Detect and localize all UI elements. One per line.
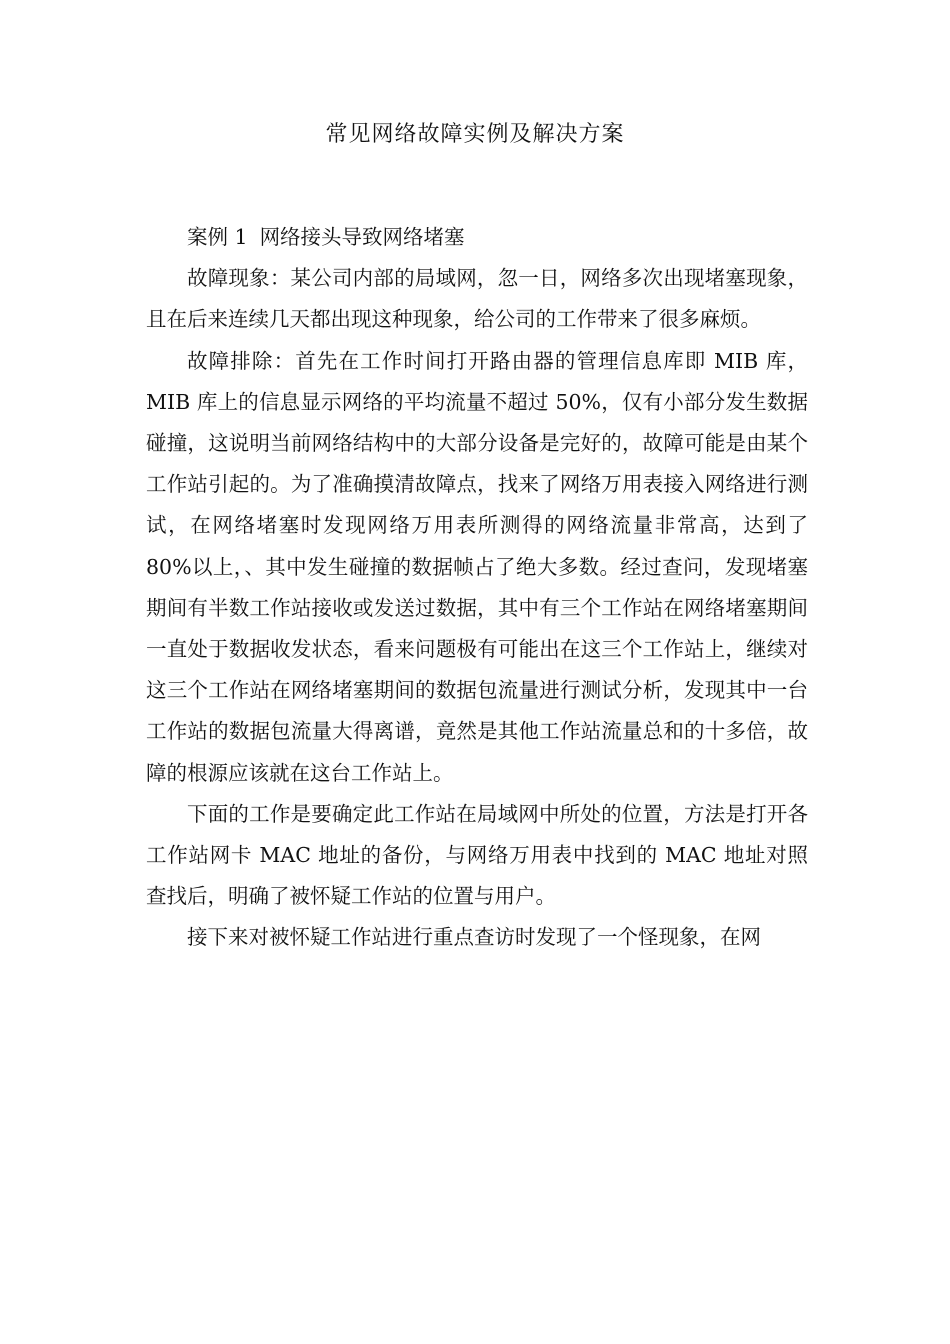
document-title: 常见网络故障实例及解决方案	[325, 122, 625, 147]
paragraph-investigation: 接下来对被怀疑工作站进行重点查访时发现了一个怪现象，在网	[187, 925, 761, 950]
case-label: 案例 1	[187, 225, 248, 249]
paragraph-fault-troubleshooting: 故障排除：首先在工作时间打开路由器的管理信息库即 MIB 库，MIB 库上的信息显示网络的平均流量不超过 50%，仅有小部分发生数据碰撞，这说明当前网络结构中的大部分设备是完好的，故障可能是由某个工作站引起的。为了准确摸清故障点，找来了网络万用表接入网络进行测试，在网络堵塞时发现网络万用表所测得的网络流量非常高，达到了 80%以上，、其中发生碰撞的数据帧占了绝大多数。经过查问，发现堵塞期间有半数工作站接收或发送过数据，其中有三个工作站在网络堵塞期间一直处于数据收发状态，看来问题极有可能出在这三个工作站上，继续对这三个工作站在网络堵塞期间的数据包流量进行测试分析，发现其中一台工作站的数据包流量大得离谱，竟然是其他工作站流量总和的十多倍，故障的根源应该就在这台工作站上。	[146, 348, 808, 785]
paragraph-fault-symptom: 故障现象：某公司内部的局域网，忽一日，网络多次出现堵塞现象，且在后来连续几天都出现这种现象，给公司的工作带来了很多麻烦。	[146, 266, 808, 332]
case-title: 网络接头导致网络堵塞	[259, 225, 465, 249]
paragraph-locate-workstation: 下面的工作是要确定此工作站在局域网中所处的位置，方法是打开各工作站网卡 MAC 地址的备份，与网络万用表中找到的 MAC 地址对照查找后，明确了被怀疑工作站的位置与用户。	[146, 801, 808, 909]
document-body	[146, 217, 808, 959]
case-heading	[146, 217, 808, 258]
